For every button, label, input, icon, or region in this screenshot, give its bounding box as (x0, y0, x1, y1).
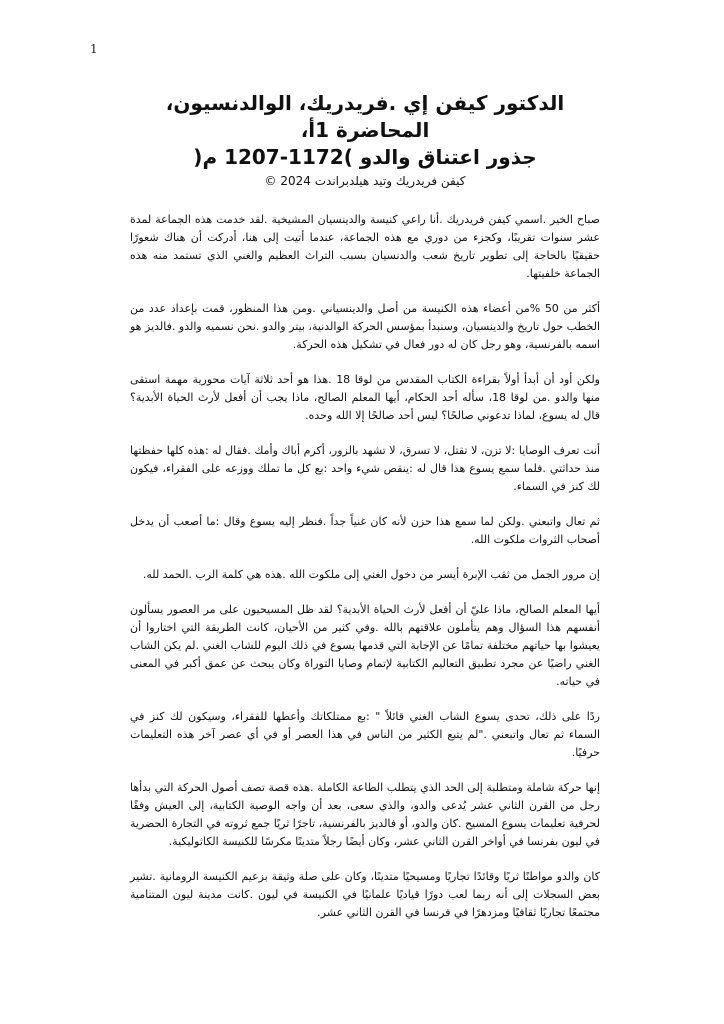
title-line-1: الدكتور كيفن إي .فريدريك، الوالدنسيون، المحاضرة 1أ، (165, 91, 565, 142)
paragraph-10: كان والدو مواطنًا ثريًا وقائدًا تجاريًا ومسيحيًا متدينًا، وكان على صلة وثيقة بزعيم الكنيسة الرومانية .تشير بعض السجلات إلى أنه ربما لعب دورًا قياديًا علمانيًا في الكنيسة في ليون .كانت مدينة ليون المتنامية مجتمعًا تجاريًا ثقافيًا ومزدهرًا في فرنسا في القرن الثاني عشر. (130, 870, 600, 919)
paragraph-8: ردًا على ذلك، تحدى يسوع الشاب الغني قائلاً " :بع ممتلكاتك وأعطها للفقراء، وسيكون لك كنز في السماء ثم تعال واتبعني ."لم يتبع الكثير من الناس في هذا العصر أو في أي عصر آخر هذه التعليمات حرفيًا. (130, 710, 600, 759)
paragraph-9: إنها حركة شاملة ومتطلبة إلى الحد الذي يتطلب الطاعة الكاملة .هذه قصة تصف أصول الحركة التي بدأها رجل من القرن الثاني عشر يُدعى والدو، والذي سعى، بعد أن واجه الوصية الكتابية، إلى العيش وفقًا لحرفية تعليمات يسوع المسيح .كان والدو، أو فالديز بالفرنسية، تاجرًا ثريًا جمع ثروته في التجارة الحضرية في ليون بفرنسا في أواخر القرن الثاني عشر، وكان أيضًا رجلاً متدينًا مكرسًا للكنيسة الكاثوليكية. (130, 781, 600, 848)
paragraph-6: إن مرور الجمل من ثقب الإبرة أيسر من دخول الغني إلى ملكوت الله .هذه هي كلمة الرب .الحمد لله. (142, 568, 600, 581)
document-title (130, 90, 600, 171)
page-number: 1 (90, 42, 98, 56)
paragraph-2: أكثر من 50 %من أعضاء هذه الكنيسة من أصل والدينسياني .ومن هذا المنظور، قمت بإعداد عدد من الخطب حول تاريخ والدينسيان، وسنبدأ بمؤسس الحركة الوالدنية، بيتر والدو .نحن نسميه والدو .فالديز هو اسمه بالفرنسية، وهو رجل كان له دور فعال في تشكيل هذه الحركة. (130, 302, 600, 351)
title-line-2: جذور اعتناق والدو )1172-1207 م( (193, 145, 537, 169)
document-body (130, 90, 600, 939)
paragraph-3: ولكن أود أن أبدأ أولاً بقراءة الكتاب المقدس من لوقا 18 .هذا هو أحد ثلاثة آيات محورية مهمة استقى منها والدو .من لوقا 18، سأله أحد الحكام، أيها المعلم الصالح، ماذا يجب أن أفعل لأرث الحياة الأبدية؟ قال له يسوع، لماذا تدعوني صالحًا؟ ليس أحد صالحًا إلا الله وحده. (130, 373, 600, 422)
paragraph-7: أيها المعلم الصالح، ماذا عليّ أن أفعل لأرث الحياة الأبدية؟ لقد ظل المسيحيون على مر العصور يسألون أنفسهم هذا السؤال وهم يتأملون علاقتهم بالله .وفي كثير من الأحيان، كانت الطريقة التي اختاروا أن يعيشوا بها حياتهم مختلفة تمامًا عن الإجابة التي قدمها يسوع في ذلك اليوم للشاب الغني .لم يكن الشاب الغني راضيًا عن مجرد تطبيق التعاليم الكتابية لإتمام وصايا التوراة وكان يبحث عن عمق أكبر في المعنى في حياته. (130, 603, 600, 688)
paragraph-1: صباح الخير .اسمي كيفن فريدريك .أنا راعي كنيسة والدينسيان المشيخية .لقد خدمت هذه الجماعة لمدة عشر سنوات تقريبًا، وكجزء من دوري مع هذه الجماعة، عندما أتيت إلى هنا، أدركت أن هناك شعورًا حقيقيًا بالحاجة إلى تطوير تاريخ شعب والدنسيان بسبب التراث العظيم والغني الذي تستمد منه هذه الجماعة خلفيتها. (130, 213, 600, 280)
paragraph-4: أنت تعرف الوصايا :لا تزن، لا تقتل، لا تسرق، لا تشهد بالزور، أكرم أباك وأمك .فقال له :هذه كلها حفظتها منذ حداثتي .فلما سمع يسوع هذا قال له :ينقص شيء واحد :بع كل ما تملك ووزعه على الفقراء، فيكون لك كنز في السماء. (130, 444, 600, 493)
paragraph-5: ثم تعال واتبعني .ولكن لما سمع هذا حزن لأنه كان غنياً جداً .فنظر إليه يسوع وقال :ما أصعب أن يدخل أصحاب الثروات ملكوت الله. (130, 515, 600, 546)
author-copyright: كيفن فريدريك وتيد هيلدبراندت 2024 © (264, 174, 466, 188)
